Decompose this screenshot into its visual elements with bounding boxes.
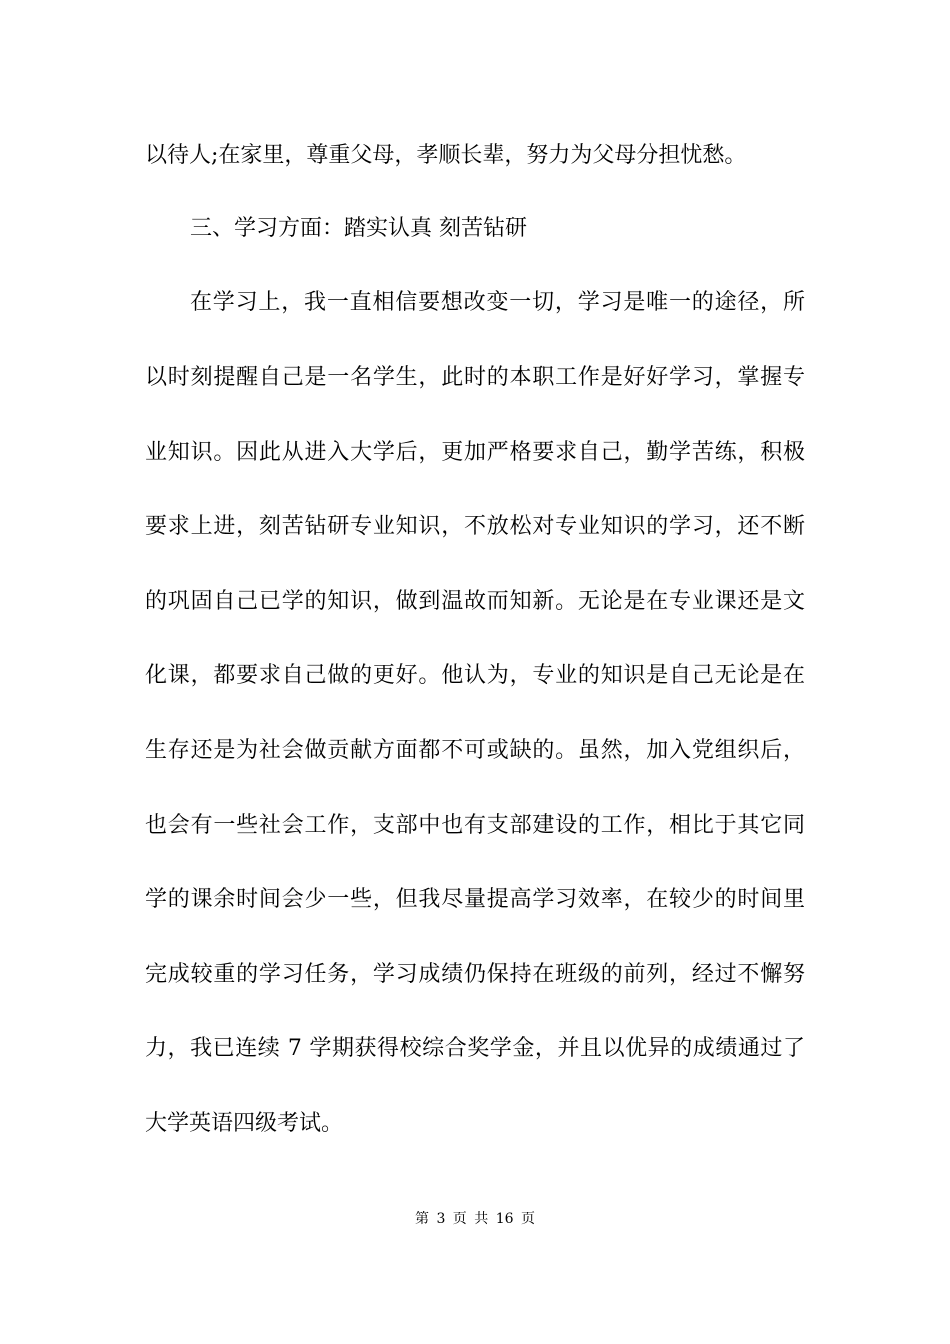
page-number-footer: 第 3 页 共 16 页 bbox=[415, 1211, 535, 1227]
paragraph-2-line-5: 的巩固自己已学的知识，做到温故而知新。无论是在专业课还是文 bbox=[145, 589, 805, 614]
paragraph-2-line-11: 力，我已连续 7 学期获得校综合奖学金，并且以优异的成绩通过了 bbox=[145, 1036, 805, 1061]
paragraph-1-line-1: 以待人;在家里，尊重父母，孝顺长辈，努力为父母分担忧愁。 bbox=[145, 143, 747, 168]
paragraph-2-line-6: 化课，都要求自己做的更好。他认为，专业的知识是自己无论是在 bbox=[145, 663, 805, 688]
paragraph-2-line-10: 完成较重的学习任务，学习成绩仍保持在班级的前列，经过不懈努 bbox=[145, 962, 805, 987]
section-heading: 三、学习方面：踏实认真 刻苦钻研 bbox=[190, 216, 527, 241]
paragraph-2-line-1: 在学习上，我一直相信要想改变一切，学习是唯一的途径，所 bbox=[190, 290, 805, 315]
paragraph-2-line-3: 业知识。因此从进入大学后，更加严格要求自己，勤学苦练，积极 bbox=[145, 440, 805, 465]
paragraph-2-line-8: 也会有一些社会工作，支部中也有支部建设的工作，相比于其它同 bbox=[145, 813, 805, 838]
paragraph-2-line-2: 以时刻提醒自己是一名学生，此时的本职工作是好好学习，掌握专 bbox=[145, 365, 805, 390]
paragraph-2-line-7: 生存还是为社会做贡献方面都不可或缺的。虽然，加入党组织后， bbox=[145, 738, 805, 763]
paragraph-2-line-4: 要求上进，刻苦钻研专业知识，不放松对专业知识的学习，还不断 bbox=[145, 514, 805, 539]
paragraph-2-line-9: 学的课余时间会少一些，但我尽量提高学习效率，在较少的时间里 bbox=[145, 887, 805, 912]
paragraph-2-line-12: 大学英语四级考试。 bbox=[145, 1111, 344, 1136]
